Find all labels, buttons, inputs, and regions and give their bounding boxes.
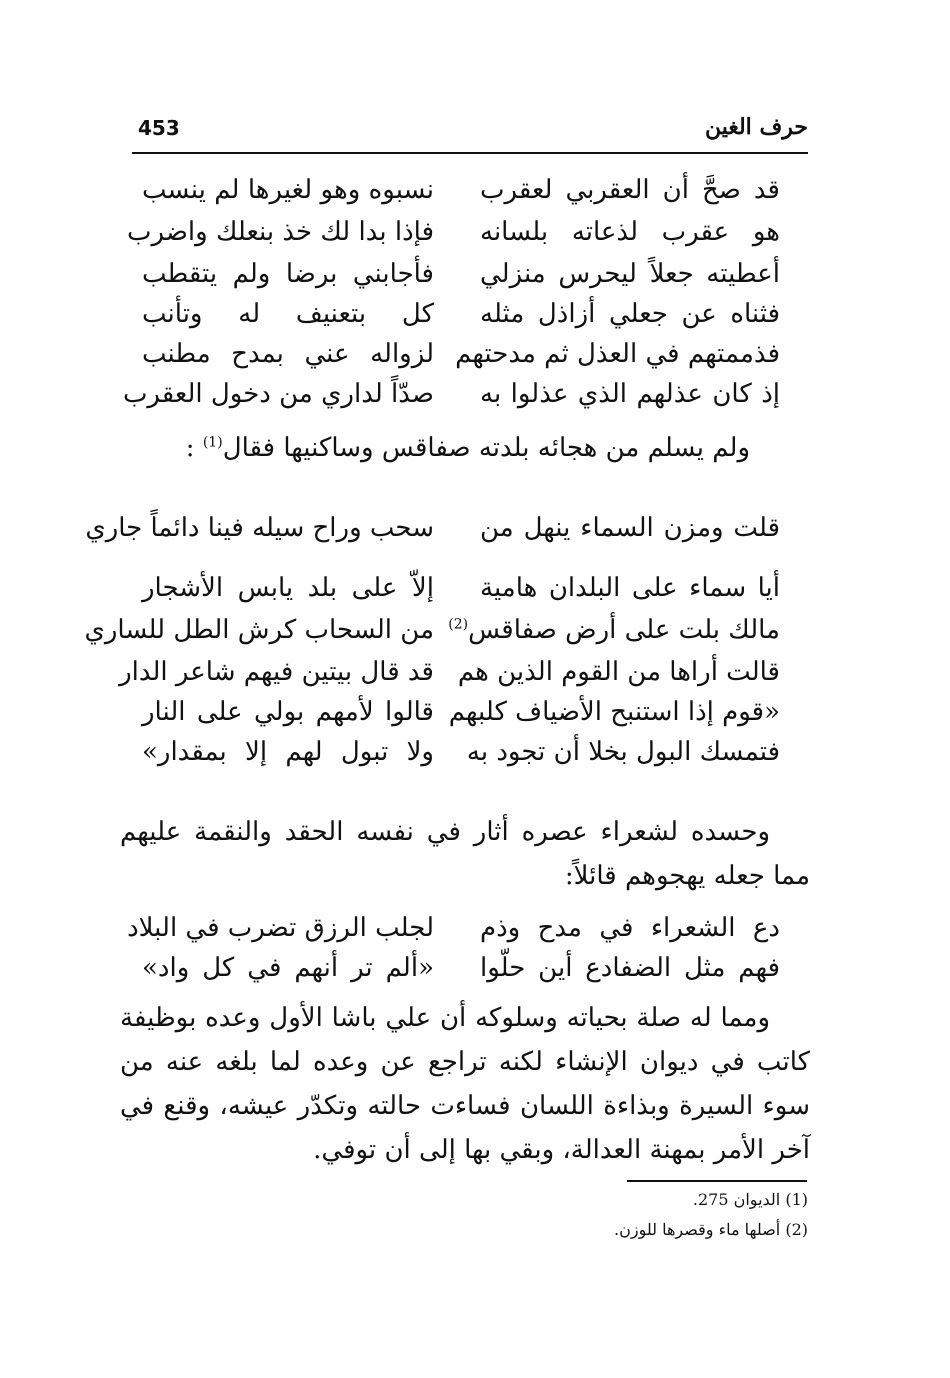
verse-second-hemistich: إلاّ على بلد يابس الأشجار bbox=[142, 573, 434, 603]
verse-first-hemistich: أيا سماء على البلدان هامية bbox=[480, 573, 780, 603]
verse-second-hemistich: سحب وراح سيله فينا دائماً جاري bbox=[85, 513, 434, 543]
page-number: 453 bbox=[138, 116, 180, 140]
verse-second-hemistich: لجلب الرزق تضرب في البلاد bbox=[127, 913, 434, 943]
verse-second-hemistich: فأجابني برضا ولم يتقطب bbox=[142, 259, 434, 289]
verse-first-hemistich bbox=[448, 608, 780, 652]
verse-second-hemistich: كل بتعنيف له وتأنب bbox=[142, 299, 434, 329]
verse-second-hemistich: نسبوه وهو لغيرها لم ينسب bbox=[142, 175, 434, 205]
poem2-opening-verse bbox=[85, 506, 780, 550]
poem2-verse bbox=[140, 566, 780, 610]
footnote-separator bbox=[627, 1180, 807, 1182]
closing-paragraph: ومما له صلة بحياته وسلوكه أن علي باشا الأول وعده بوظيفة كاتب في ديوان الإنشاء لكنه تراجع عن وعده لما بلغه عنه من سوء السيرة وبذاءة اللسان فساءت حالته وتكدّر عيشه، وقنع في آخر الأمر بمهنة العدالة، وبقي بها إلى أن توفي. bbox=[120, 1003, 810, 1165]
verse-first-hemistich: فذممتهم في العذل ثم مدحتهم bbox=[455, 339, 780, 369]
verse-first-hemistich: قلت ومزن السماء ينهل من bbox=[480, 513, 780, 543]
verse-second-hemistich: قد قال بيتين فيهم شاعر الدار bbox=[119, 657, 434, 687]
footnote: (1) الديوان 275. bbox=[692, 1190, 808, 1209]
verse-second-hemistich: من السحاب كرش الطل للساري bbox=[84, 615, 434, 645]
footnote: (2) أصلها ماء وقصرها للوزن. bbox=[614, 1220, 808, 1239]
poem2-verse bbox=[140, 690, 780, 734]
poem2-verse bbox=[84, 608, 780, 652]
footnote-ref: (2) bbox=[448, 616, 469, 633]
footnote-ref: (1) bbox=[202, 434, 223, 451]
intro-line bbox=[185, 426, 750, 470]
poem1-verse bbox=[127, 210, 780, 254]
verse-text: مالك بلت على أرض صفاقس bbox=[468, 615, 780, 645]
poem3-verse bbox=[127, 906, 780, 950]
verse-first-hemistich: إذ كان عذلهم الذي عذلوا به bbox=[480, 379, 780, 409]
verse-first-hemistich: هو عقرب لذعاته بلسانه bbox=[480, 217, 780, 247]
poem2-verse bbox=[119, 650, 780, 694]
verse-first-hemistich: فهم مثل الضفادع أين حلّوا bbox=[480, 953, 780, 983]
intro-paragraph: وحسده لشعراء عصره أثار في نفسه الحقد والنقمة عليهم مما جعله يهجوهم قائلاً: bbox=[120, 817, 810, 891]
verse-second-hemistich: «ألم تر أنهم في كل واد» bbox=[142, 953, 434, 983]
intro-colon: : bbox=[185, 433, 203, 463]
verse-first-hemistich: قد صحَّ أن العقربي لعقرب bbox=[480, 175, 780, 205]
verse-second-hemistich: ولا تبول لهم إلا بمقدار» bbox=[142, 737, 434, 767]
poem1-verse bbox=[140, 292, 780, 336]
page-header bbox=[132, 112, 808, 154]
verse-first-hemistich: فثناه عن جعلي أزاذل مثله bbox=[480, 299, 780, 329]
verse-second-hemistich: صدّاً لداري من دخول العقرب bbox=[122, 379, 434, 409]
poem1-verse bbox=[122, 372, 780, 416]
verse-first-hemistich: فتمسك البول بخلا أن تجود به bbox=[466, 737, 780, 767]
verse-first-hemistich: قالت أراها من القوم الذين هم bbox=[457, 657, 780, 687]
verse-first-hemistich: أعطيته جعلاً ليحرس منزلي bbox=[480, 259, 780, 289]
intro-text: ولم يسلم من هجائه بلدته صفاقس وساكنيها فقال bbox=[222, 433, 750, 463]
poem1-verse bbox=[140, 252, 780, 296]
chapter-title: حرف الغين bbox=[704, 114, 808, 140]
poem1-verse bbox=[140, 332, 780, 376]
verse-second-hemistich: لزواله عني بمدح مطنب bbox=[142, 339, 434, 369]
poem2-verse bbox=[140, 730, 780, 774]
verse-second-hemistich: قالوا لأمهم بولي على النار bbox=[142, 697, 434, 727]
verse-first-hemistich: دع الشعراء في مدح وذم bbox=[480, 913, 780, 943]
verse-first-hemistich: «قوم إذا استنبح الأضياف كلبهم bbox=[448, 697, 780, 727]
poem3-verse bbox=[140, 946, 780, 990]
poem1-verse bbox=[140, 168, 780, 212]
verse-second-hemistich: فإذا بدا لك خذ بنعلك واضرب bbox=[127, 217, 434, 247]
